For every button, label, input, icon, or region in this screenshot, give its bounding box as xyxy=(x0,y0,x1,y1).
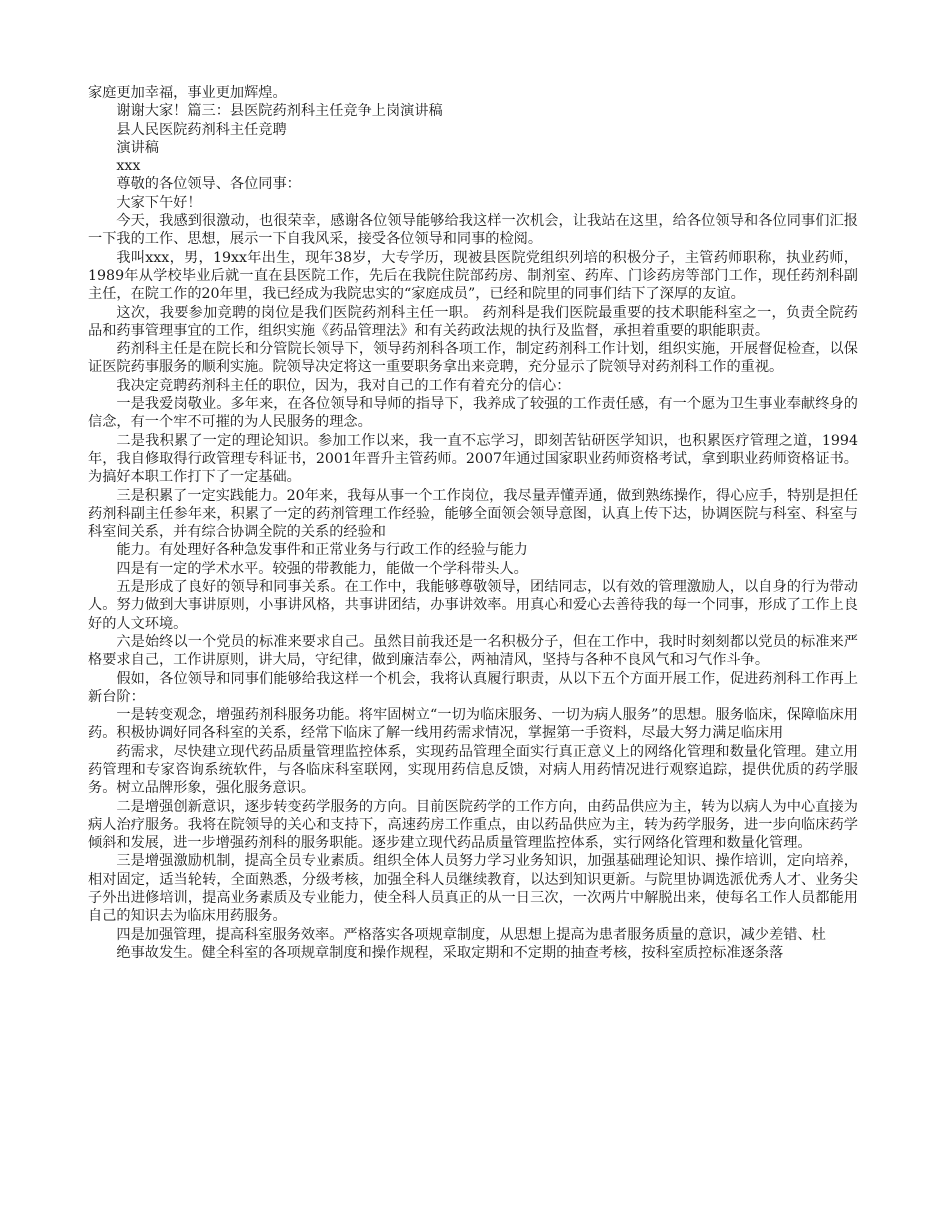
paragraph: 一是转变观念，增强药剂科服务功能。将牢固树立“一切为临床服务、一切为病人服务”的思想。服务临床，保障临床用药。积极协调好同各科室的关系，经常下临床了解一线用药需求情况，掌握第一手资料，尽最大努力满足临床用 xyxy=(88,707,858,742)
paragraph: 今天，我感到很激动，也很荣幸，感谢各位领导能够给我这样一次机会，让我站在这里，给各位领导和各位同事们汇报一下我的工作、思想，展示一下自我风采，接受各位领导和同事的检阅。 xyxy=(88,213,858,248)
paragraph: 绝事故发生。健全科室的各项规章制度和操作规程，采取定期和不定期的抽查考核，按科室质控标准逐条落 xyxy=(116,944,784,961)
paragraph: 我决定竞聘药剂科主任的职位，因为，我对自己的工作有着充分的信心： xyxy=(116,377,571,394)
paragraph: 这次，我要参加竞聘的岗位是我们医院药剂科主任一职。 药剂科是我们医院最重要的技术职能科室之一，负责全院药品和药事管理事宜的工作，组织实施《药品管理法》和有关药政法规的执行及监督，承担着重要的职能职责。 xyxy=(88,304,858,339)
paragraph: 二是我积累了一定的理论知识。参加工作以来，我一直不忘学习，即刻苦钻研医学知识，也积累医疗管理之道，1994年，我自修取得行政管理专科证书，2001年晋升主管药师。2007年通过国家职业药师资格考试，拿到职业药师资格证书。为搞好本职工作打下了一定基础。 xyxy=(88,432,858,486)
paragraph: 六是始终以一个党员的标准来要求自己。虽然目前我还是一名积极分子，但在工作中，我时时刻刻都以党员的标准来严格要求自己，工作讲原则，讲大局，守纪律，做到廉洁奉公，两袖清风，坚持与各种不良风气和习气作斗争。 xyxy=(88,633,858,669)
paragraph: 我叫xxx，男，19xx年出生，现年38岁，大专学历，现被县医院党组织列培的积极分子，主管药师职称，执业药师， 1989年从学校毕业后就一直在县医院工作，先后在我院住院部药房、制剂室、药库、门诊药房等部门工作，现任药剂科副主任，在院工作的20年里，我已经成为我院忠实的“家庭成员”，已经和院里的同事们结下了深厚的友谊。 xyxy=(88,249,858,303)
paragraph: 能力。有处理好各种急发事件和正常业务与行政工作的经验与能力 xyxy=(116,542,528,559)
paragraph: 三是增强激励机制，提高全员专业素质。组织全体人员努力学习业务知识，加强基础理论知识、操作培训，定向培养，相对固定，适当轮转，全面熟悉，分级考核，加强全科人员继续教育，以达到知识更新。与院里协调选派优秀人才、业务尖子外出进修培训，提高业务素质及专业能力，使全科人员真正的从一日三次，一次两片中解脱出来，使每名工作人员都能用自己的知识去为临床用药服务。 xyxy=(88,853,858,925)
paragraph: 四是有一定的学术水平。较强的带教能力，能做一个学科带头人。 xyxy=(116,560,528,577)
paragraph: 大家下午好！ xyxy=(116,194,202,211)
paragraph: 一是我爱岗敬业。多年来，在各位领导和导师的指导下，我养成了较强的工作责任感，有一个愿为卫生事业奉献终身的信念，有一个牢不可摧的为人民服务的理念。 xyxy=(88,396,858,431)
paragraph: 尊敬的各位领导、各位同事： xyxy=(116,176,301,193)
paragraph: 县人民医院药剂科主任竞聘 xyxy=(116,121,287,138)
paragraph: 三是积累了一定实践能力。20年来，我每从事一个工作岗位，我尽量弄懂弄通，做到熟练操作，得心应手，特别是担任药剂科副主任参年来，积累了一定的药剂管理工作经验，能够全面领会领导意图，认真上传下达，协调医院与科室、科室与科室间关系，并有综合协调全院的关系的经验和 xyxy=(88,487,859,541)
paragraph: 家庭更加幸福，事业更加辉煌。 xyxy=(88,85,287,101)
paragraph: 四是加强管理，提高科室服务效率。严格落实各项规章制度，从思想上提高为患者服务质量的意识，减少差错、杜 xyxy=(116,926,826,943)
paragraph: 谢谢大家！篇三：县医院药剂科主任竞争上岗演讲稿 xyxy=(116,103,443,120)
paragraph: 假如，各位领导和同事们能够给我这样一个机会，我将认真履行职责，从以下五个方面开展工作，促进药剂科工作再上新台阶： xyxy=(88,670,858,705)
paragraph: 药剂科主任是在院长和分管院长领导下，领导药剂科各项工作，制定药剂科工作计划，组织实施，开展督促检查，以保证医院药事服务的顺利实施。院领导决定将这一重要职务拿出来竞聘，充分显示了院领导对药剂科工作的重视。 xyxy=(88,341,858,376)
paragraph: xxx xyxy=(116,158,141,175)
paragraph: 演讲稿 xyxy=(116,139,159,156)
paragraph: 五是形成了良好的领导和同事关系。在工作中，我能够尊敬领导，团结同志，以有效的管理激励人，以自身的行为带动人。努力做到大事讲原则，小事讲风格，共事讲团结，办事讲效率。用真心和爱心去善待我的每一个同事，形成了工作上良好的人文环境。 xyxy=(88,579,858,632)
paragraph: 二是增强创新意识，逐步转变药学服务的方向。目前医院药学的工作方向，由药品供应为主，转为以病人为中心直接为病人治疗服务。我将在院领导的关心和支持下，高速药房工作重点，由以药品供应为主，转为药学服务，进一步向临床药学倾斜和发展，进一步增强药剂科的服务职能。逐步建立现代药品质量管理监控体系，实行网络化管理和数量化管理。 xyxy=(88,798,858,852)
paragraph: 药需求，尽快建立现代药品质量管理监控体系，实现药品管理全面实行真正意义上的网络化管理和数量化管理。建立用药管理和专家咨询系统软件，与各临床科室联网，实现用药信息反馈，对病人用药情况进行观察追踪，提供优质的药学服务。树立品牌形象，强化服务意识。 xyxy=(88,743,858,797)
document-page xyxy=(88,84,858,962)
